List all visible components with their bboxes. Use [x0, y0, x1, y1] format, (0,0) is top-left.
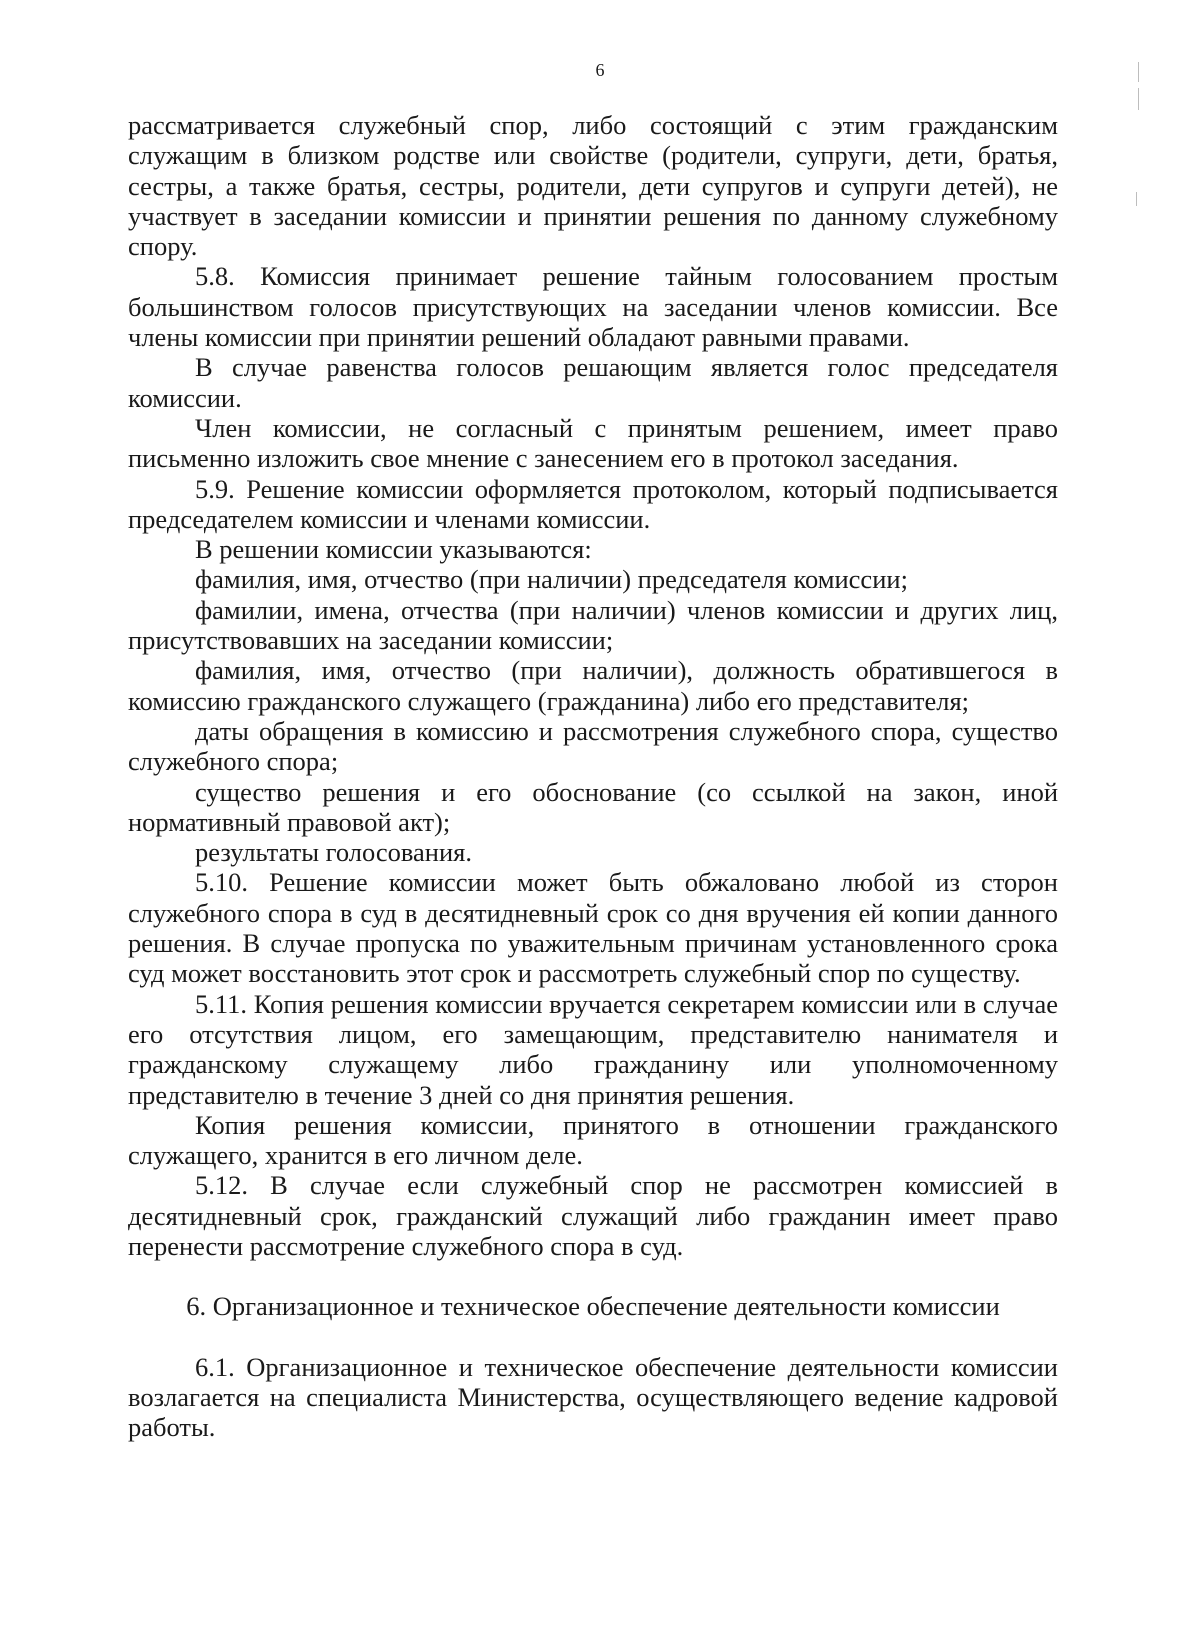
section-heading: 6. Организационное и техническое обеспечение деятельности комиссии — [186, 1291, 1000, 1322]
paragraph: Член комиссии, не согласный с принятым решением, имеет право письменно изложить свое мнение с занесением его в протокол заседания. — [128, 412, 1058, 474]
document-body — [128, 110, 1058, 1442]
paragraph: даты обращения в комиссию и рассмотрения служебного спора, существо служебного спора; — [128, 715, 1058, 777]
paragraph: 5.11. Копия решения комиссии вручается секретарем комиссии или в случае его отсутствия лицом, его замещающим, представителю нанимателя и гражданскому служащему либо гражданину или уполномоченному представителю в течение 3 дней со дня принятия решения. — [128, 988, 1058, 1110]
page-number: 6 — [595, 60, 605, 80]
paragraph: В решении комиссии указываются: — [195, 534, 592, 565]
paragraph: 5.10. Решение комиссии может быть обжаловано любой из сторон служебного спора в суд в десятидневный срок со дня вручения ей копии данного решения. В случае пропуска по уважительным причинам установленного срока суд может восстановить этот срок и рассмотреть служебный спор по существу. — [128, 867, 1058, 989]
scan-artifact — [1138, 88, 1139, 110]
paragraph: В случае равенства голосов решающим является голос председателя комиссии. — [128, 352, 1058, 413]
paragraph: рассматривается служебный спор, либо состоящий с этим гражданским служащим в близком родстве или свойстве (родители, супруги, дети, братья, сестры, а также братья, сестры, родители, дети супругов и супруги детей), не участвует в заседании комиссии и принятии решения по данному служебному спору. — [128, 110, 1058, 262]
scan-artifact — [1136, 192, 1137, 206]
paragraph: 5.12. В случае если служебный спор не рассмотрен комиссией в десятидневный срок, гражданский служащий либо гражданин имеет право перенести рассмотрение служебного спора в суд. — [128, 1170, 1058, 1261]
paragraph: 5.9. Решение комиссии оформляется протоколом, который подписывается председателем комиссии и членами комиссии. — [128, 473, 1058, 534]
paragraph: фамилии, имена, отчества (при наличии) членов комиссии и других лиц, присутствовавших на заседании комиссии; — [128, 594, 1058, 656]
scan-artifact — [1138, 62, 1139, 82]
paragraph: 5.8. Комиссия принимает решение тайным голосованием простым большинством голосов присутствующих на заседании членов комиссии. Все члены комиссии при принятии решений обладают равными правами. — [128, 261, 1058, 353]
paragraph: существо решения и его обоснование (со ссылкой на закон, иной нормативный правовой акт); — [128, 776, 1058, 837]
paragraph: фамилия, имя, отчество (при наличии), должность обратившегося в комиссию гражданского служащего (гражданина) либо его представителя; — [128, 655, 1058, 716]
paragraph: результаты голосования. — [195, 837, 472, 868]
paragraph: Копия решения комиссии, принятого в отношении гражданского служащего, хранится в его личном деле. — [128, 1109, 1058, 1171]
paragraph: 6.1. Организационное и техническое обеспечение деятельности комиссии возлагается на специалиста Министерства, осуществляющего ведение кадровой работы. — [128, 1351, 1058, 1443]
paragraph: фамилия, имя, отчество (при наличии) председателя комиссии; — [195, 564, 908, 595]
